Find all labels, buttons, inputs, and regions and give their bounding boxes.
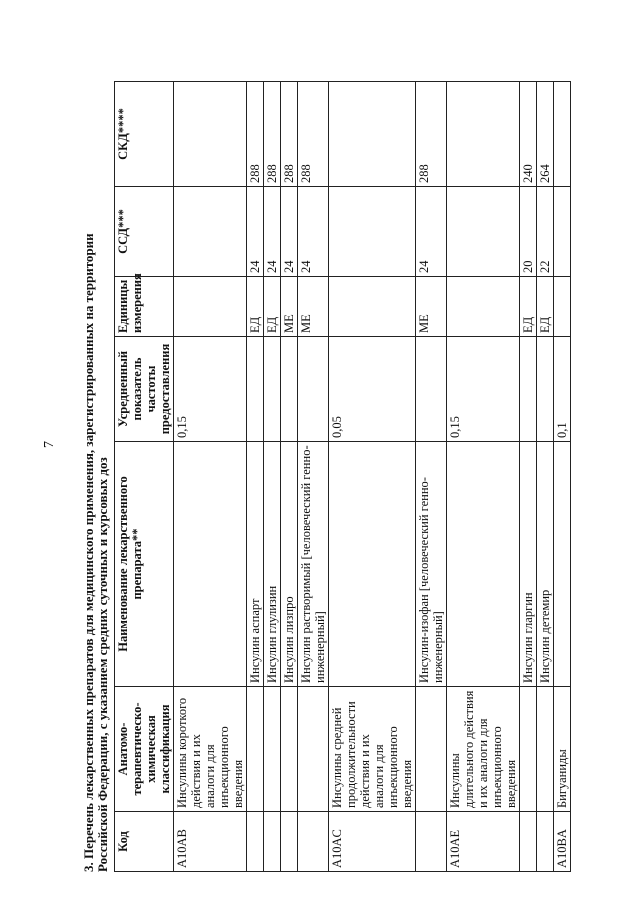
cell-drug: Инсулин растворимый [человеческий генно-инженерный]	[298, 442, 329, 687]
cell-ssd: 20	[520, 187, 537, 277]
cell-skd: 288	[264, 82, 281, 187]
header-atc: Анатомо-терапевтическо-химическая классификация	[115, 687, 174, 812]
cell-freq: 0,15	[174, 337, 247, 442]
table-row	[247, 82, 264, 872]
cell-atc: Инсулины длительного действия и их аналоги для инъекционного введения	[447, 687, 520, 812]
cell-freq	[416, 337, 447, 442]
cell-unit	[174, 277, 247, 337]
cell-ssd	[174, 187, 247, 277]
header-skd: СКД****	[115, 82, 174, 187]
cell-skd: 288	[416, 82, 447, 187]
cell-ssd	[447, 187, 520, 277]
cell-code	[416, 812, 447, 872]
cell-atc	[537, 687, 554, 812]
cell-atc: Бигуаниды	[554, 687, 571, 812]
cell-code	[281, 812, 298, 872]
cell-unit: ЕД	[537, 277, 554, 337]
heading-line-2: Российской Федерации, с указанием средних суточных и курсовых доз	[95, 457, 110, 872]
cell-atc	[416, 687, 447, 812]
header-unit: Единицы измерения	[115, 277, 174, 337]
table-row	[281, 82, 298, 872]
cell-ssd: 24	[247, 187, 264, 277]
cell-ssd	[554, 187, 571, 277]
table-row	[329, 82, 416, 872]
table-row	[264, 82, 281, 872]
cell-atc	[298, 687, 329, 812]
page-number: 7	[42, 441, 57, 448]
cell-ssd: 24	[264, 187, 281, 277]
cell-code	[520, 812, 537, 872]
cell-drug: Инсулин детемир	[537, 442, 554, 687]
cell-freq: 0,15	[447, 337, 520, 442]
header-drug: Наименование лекарственного препарата**	[115, 442, 174, 687]
cell-freq: 0,1	[554, 337, 571, 442]
cell-freq	[520, 337, 537, 442]
header-ssd: ССД***	[115, 187, 174, 277]
table-row	[298, 82, 329, 872]
table-row	[520, 82, 537, 872]
cell-unit: МЕ	[281, 277, 298, 337]
cell-skd	[329, 82, 416, 187]
cell-atc	[264, 687, 281, 812]
table-row	[554, 82, 571, 872]
cell-atc	[520, 687, 537, 812]
cell-atc	[281, 687, 298, 812]
cell-freq: 0,05	[329, 337, 416, 442]
cell-code	[264, 812, 281, 872]
cell-unit	[447, 277, 520, 337]
cell-ssd: 24	[416, 187, 447, 277]
cell-skd: 288	[247, 82, 264, 187]
cell-freq	[264, 337, 281, 442]
cell-drug: Инсулин лизпро	[281, 442, 298, 687]
cell-drug: Инсулин аспарт	[247, 442, 264, 687]
cell-ssd: 24	[298, 187, 329, 277]
cell-freq	[298, 337, 329, 442]
table-row	[416, 82, 447, 872]
table-row	[447, 82, 520, 872]
cell-code: A10AC	[329, 812, 416, 872]
cell-unit	[554, 277, 571, 337]
cell-skd: 288	[298, 82, 329, 187]
header-code: Код	[115, 812, 174, 872]
cell-drug: Инсулин глулизин	[264, 442, 281, 687]
cell-skd	[447, 82, 520, 187]
cell-ssd: 22	[537, 187, 554, 277]
cell-ssd: 24	[281, 187, 298, 277]
table-row	[174, 82, 247, 872]
cell-freq	[247, 337, 264, 442]
cell-drug	[329, 442, 416, 687]
header-freq: Усредненный показатель частоты предоставления	[115, 337, 174, 442]
section-heading	[82, 72, 110, 872]
cell-skd: 240	[520, 82, 537, 187]
table-row	[537, 82, 554, 872]
cell-unit: ЕД	[247, 277, 264, 337]
cell-drug	[554, 442, 571, 687]
cell-code	[247, 812, 264, 872]
cell-atc	[247, 687, 264, 812]
table-header-row	[115, 82, 174, 872]
cell-atc: Инсулины средней продолжительности действия и их аналоги для инъекционного введения	[329, 687, 416, 812]
cell-unit: ЕД	[264, 277, 281, 337]
cell-skd	[554, 82, 571, 187]
cell-unit	[329, 277, 416, 337]
cell-code: A10AB	[174, 812, 247, 872]
cell-drug	[174, 442, 247, 687]
cell-unit: МЕ	[416, 277, 447, 337]
cell-drug: Инсулин гларгин	[520, 442, 537, 687]
drug-table	[114, 81, 571, 872]
cell-drug	[447, 442, 520, 687]
cell-drug: Инсулин-изофан [человеческий генно-инженерный]	[416, 442, 447, 687]
cell-skd: 288	[281, 82, 298, 187]
cell-ssd	[329, 187, 416, 277]
rotated-page-content	[82, 72, 602, 872]
cell-unit: ЕД	[520, 277, 537, 337]
cell-freq	[537, 337, 554, 442]
cell-code	[298, 812, 329, 872]
cell-unit: МЕ	[298, 277, 329, 337]
heading-line-1: 3. Перечень лекарственных препаратов для медицинского применения, зарегистрированных на территории	[81, 233, 96, 872]
cell-freq	[281, 337, 298, 442]
cell-skd: 264	[537, 82, 554, 187]
cell-skd	[174, 82, 247, 187]
cell-code: A10AE	[447, 812, 520, 872]
cell-code: A10BA	[554, 812, 571, 872]
cell-code	[537, 812, 554, 872]
cell-atc: Инсулины короткого действия и их аналоги для инъекционного введения	[174, 687, 247, 812]
